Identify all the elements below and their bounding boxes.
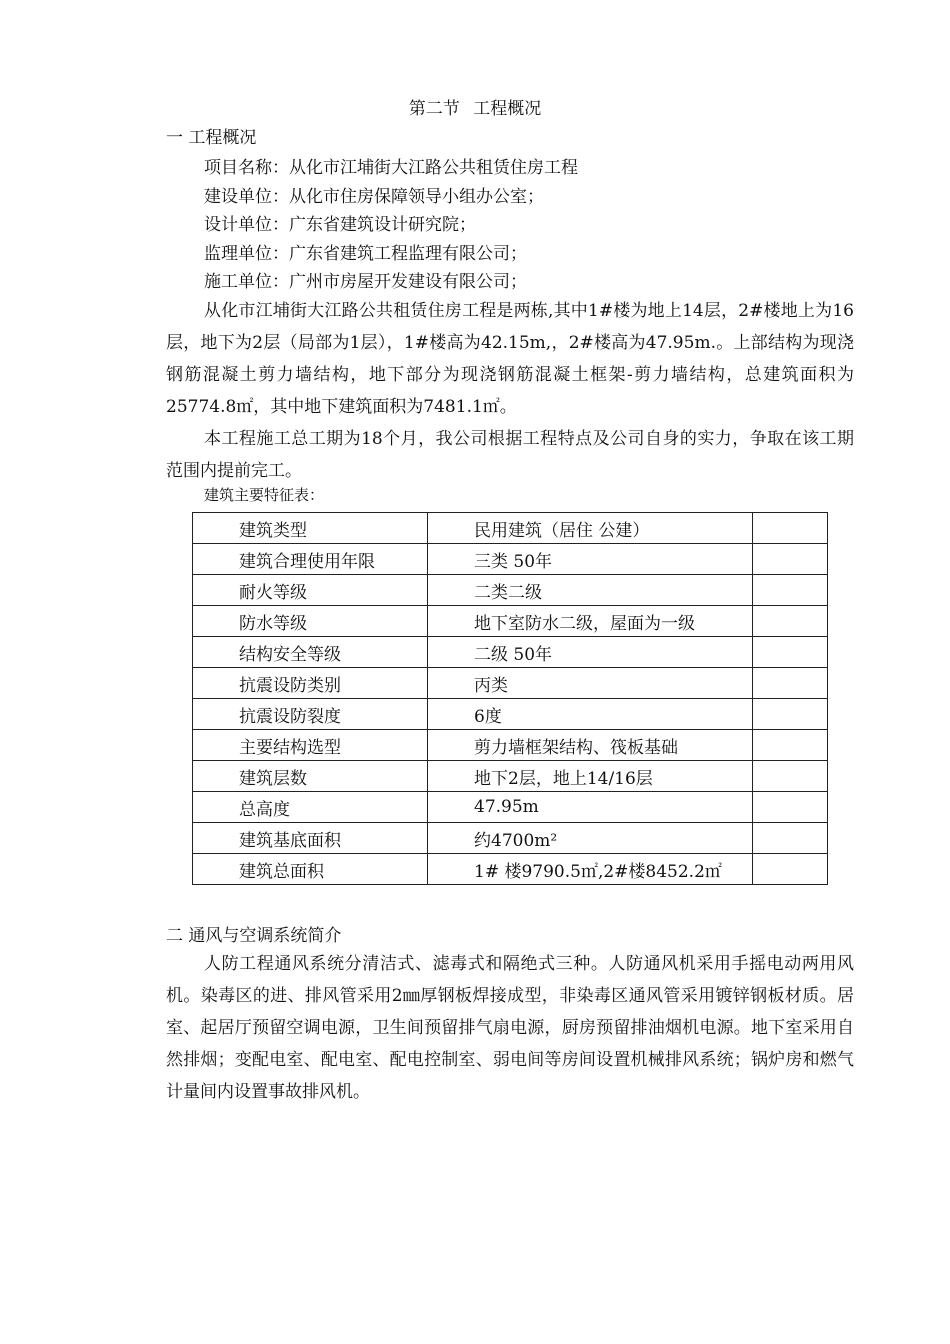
feature-value: 民用建筑（居住 公建） [428, 513, 753, 544]
feature-extra [753, 823, 828, 854]
feature-extra [753, 513, 828, 544]
supervision-unit-line: 监理单位：广东省建筑工程监理有限公司； [204, 244, 527, 264]
feature-value: 地下室防水二级，屋面为一级 [428, 606, 753, 637]
feature-value: 6度 [428, 699, 753, 730]
feature-label: 建筑合理使用年限 [193, 544, 428, 575]
feature-label: 抗震设防类别 [193, 668, 428, 699]
feature-label: 结构安全等级 [193, 637, 428, 668]
contractor-unit-line: 施工单位：广州市房屋开发建设有限公司； [204, 272, 527, 292]
table-row [193, 699, 828, 730]
feature-extra [753, 606, 828, 637]
table-row [193, 668, 828, 699]
table-row [193, 792, 828, 823]
feature-extra [753, 854, 828, 885]
table-row [193, 823, 828, 854]
project-name-line: 项目名称：从化市江埔街大江路公共租赁住房工程 [204, 158, 578, 178]
feature-label: 抗震设防裂度 [193, 699, 428, 730]
feature-value: 约4700m² [428, 823, 753, 854]
feature-extra [753, 699, 828, 730]
overview-paragraph: 从化市江埔街大江路公共租赁住房工程是两栋,其中1#楼为地上14层，2#楼地上为16层，地下为2层（局部为1层），1#楼高为42.15m,，2#楼高为47.95m.。上部结构为现浇钢筋混凝土剪力墙结构，地下部分为现浇钢筋混凝土框架-剪力墙结构，总建筑面积为25774.8㎡，其中地下建筑面积为7481.1㎡。 [166, 301, 854, 417]
feature-value: 地下2层，地上14/16层 [428, 761, 753, 792]
table-row [193, 606, 828, 637]
feature-extra [753, 792, 828, 823]
design-unit-line: 设计单位：广东省建筑设计研究院； [204, 215, 476, 235]
feature-value: 二类二级 [428, 575, 753, 606]
feature-label: 建筑基底面积 [193, 823, 428, 854]
feature-extra [753, 761, 828, 792]
table-row [193, 854, 828, 885]
feature-value: 1# 楼9790.5㎡,2#楼8452.2㎡ [428, 854, 753, 885]
table-row [193, 544, 828, 575]
feature-label: 建筑总面积 [193, 854, 428, 885]
feature-extra [753, 668, 828, 699]
schedule-paragraph: 本工程施工总工期为18个月，我公司根据工程特点及公司自身的实力，争取在该工期范围内提前完工。 [166, 429, 854, 481]
section-heading-ventilation: 二 通风与空调系统简介 [166, 926, 342, 946]
feature-label: 防水等级 [193, 606, 428, 637]
table-row [193, 730, 828, 761]
table-row [193, 637, 828, 668]
feature-value: 47.95m [428, 792, 753, 823]
table-caption: 建筑主要特征表： [204, 486, 325, 504]
building-features-table [192, 512, 828, 885]
feature-extra [753, 575, 828, 606]
section-heading-overview: 一 工程概况 [166, 128, 257, 148]
feature-value: 二级 50年 [428, 637, 753, 668]
feature-label: 耐火等级 [193, 575, 428, 606]
feature-label: 主要结构选型 [193, 730, 428, 761]
table-row [193, 513, 828, 544]
feature-label: 建筑类型 [193, 513, 428, 544]
feature-value: 剪力墙框架结构、筏板基础 [428, 730, 753, 761]
feature-extra [753, 544, 828, 575]
feature-label: 总高度 [193, 792, 428, 823]
ventilation-paragraph: 人防工程通风系统分清洁式、滤毒式和隔绝式三种。人防通风机采用手摇电动两用风机。染毒区的进、排风管采用2㎜厚钢板焊接成型，非染毒区通风管采用镀锌钢板材质。居室、起居厅预留空调电源，卫生间预留排气扇电源，厨房预留排油烟机电源。地下室采用自然排烟；变配电室、配电室、配电控制室、弱电间等房间设置机械排风系统；锅炉房和燃气计量间内设置事故排风机。 [166, 954, 854, 1102]
feature-extra [753, 730, 828, 761]
page-title: 第二节 工程概况 [408, 99, 542, 119]
table-row [193, 575, 828, 606]
construction-unit-line: 建设单位：从化市住房保障领导小组办公室； [204, 187, 544, 207]
feature-label: 建筑层数 [193, 761, 428, 792]
table-row [193, 761, 828, 792]
feature-extra [753, 637, 828, 668]
feature-value: 三类 50年 [428, 544, 753, 575]
feature-value: 丙类 [428, 668, 753, 699]
